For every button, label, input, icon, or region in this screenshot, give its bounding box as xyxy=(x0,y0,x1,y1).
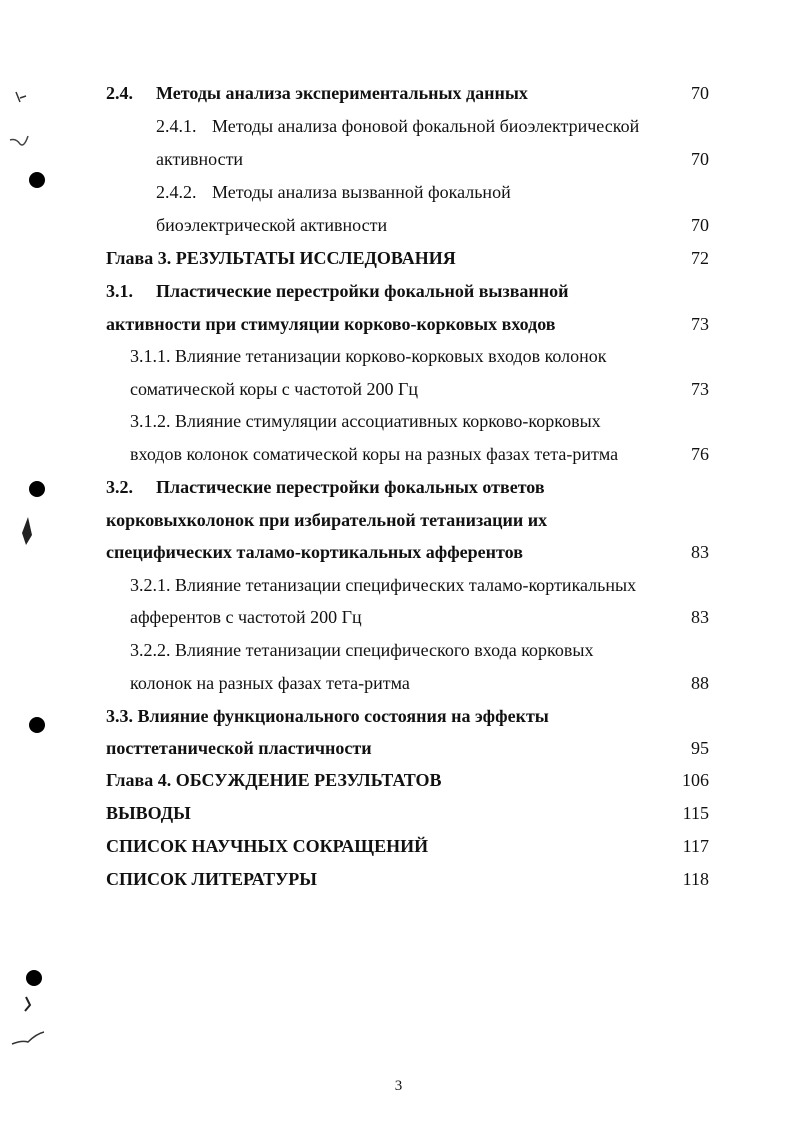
toc-title: ВЫВОДЫ xyxy=(106,803,191,823)
toc-title-cont: корковыхколонок при избирательной тетанизации их xyxy=(106,510,548,530)
toc-entry-3-1-cont xyxy=(0,309,797,339)
toc-page: 70 xyxy=(691,83,709,103)
toc-entry-3-3-cont xyxy=(0,733,797,763)
toc-title: Глава 3. РЕЗУЛЬТАТЫ ИССЛЕДОВАНИЯ xyxy=(106,248,456,268)
toc-title-cont: колонок на разных фазах тета-ритма xyxy=(130,673,410,693)
toc-title: 3.2.1. Влияние тетанизации специфических таламо-кортикальных xyxy=(130,575,637,595)
toc-title: 3.3. Влияние функционального состояния на эффекты xyxy=(106,706,549,726)
toc-page: 72 xyxy=(691,248,709,268)
page-number: 3 xyxy=(394,1078,403,1094)
toc-entry-3-1-2-cont xyxy=(0,439,797,469)
toc-title: 3.2.2. Влияние тетанизации специфического входа корковых xyxy=(130,640,594,660)
toc-title: СПИСОК НАУЧНЫХ СОКРАЩЕНИЙ xyxy=(106,836,429,856)
toc-abbreviations xyxy=(0,831,797,861)
toc-entry-2-4-1 xyxy=(0,111,797,141)
toc-title-cont: специфических таламо-кортикальных афферентов xyxy=(106,542,523,562)
toc-title: Методы анализа экспериментальных данных xyxy=(156,83,528,103)
toc-number: 2.4.2. xyxy=(156,182,197,202)
toc-page: 83 xyxy=(691,607,709,627)
toc-title-cont: активности xyxy=(156,149,244,169)
binder-hole-4 xyxy=(26,970,42,986)
toc-title: Глава 4. ОБСУЖДЕНИЕ РЕЗУЛЬТАТОВ xyxy=(106,770,442,790)
toc-number: 3.1. xyxy=(106,281,133,301)
toc-entry-3-2 xyxy=(0,472,797,502)
toc-entry-2-4-2-cont xyxy=(0,210,797,240)
toc-entry-3-1 xyxy=(0,276,797,306)
toc-title-cont: входов колонок соматической коры на разных фазах тета-ритма xyxy=(130,444,619,464)
toc-entry-3-2-1-cont xyxy=(0,602,797,632)
toc-page: 115 xyxy=(682,803,709,823)
toc-entry-2-4-1-cont xyxy=(0,144,797,174)
toc-title-cont: активности при стимуляции корково-корковых входов xyxy=(106,314,556,334)
scan-speck-4 xyxy=(20,995,36,1015)
toc-chapter-4 xyxy=(0,765,797,795)
toc-entry-2-4 xyxy=(0,78,797,108)
toc-page: 70 xyxy=(691,149,709,169)
toc-title-cont: афферентов с частотой 200 Гц xyxy=(130,607,362,627)
toc-entry-3-1-1-cont xyxy=(0,374,797,404)
toc-page: 106 xyxy=(682,770,709,790)
toc-page: 70 xyxy=(691,215,709,235)
toc-entry-3-2-cont2 xyxy=(0,537,797,567)
toc-page: 95 xyxy=(691,738,709,758)
toc-entry-3-2-cont xyxy=(0,505,797,535)
toc-number: 2.4.1. xyxy=(156,116,197,136)
toc-title: 3.1.1. Влияние тетанизации корково-корковых входов колонок xyxy=(130,346,607,366)
toc-page: 117 xyxy=(682,836,709,856)
toc-page: 76 xyxy=(691,444,709,464)
toc-entry-3-1-2 xyxy=(0,406,797,436)
toc-number: 2.4. xyxy=(106,83,133,103)
toc-page: 73 xyxy=(691,314,709,334)
toc-page: 88 xyxy=(691,673,709,693)
toc-title-cont: соматической коры с частотой 200 Гц xyxy=(130,379,419,399)
toc-title: Методы анализа фоновой фокальной биоэлектрической xyxy=(212,116,640,136)
toc-title: Пластические перестройки фокальных ответов xyxy=(156,477,545,497)
toc-title: 3.1.2. Влияние стимуляции ассоциативных корково-корковых xyxy=(130,411,601,431)
toc-number: 3.2. xyxy=(106,477,133,497)
toc-title: Методы анализа вызванной фокальной xyxy=(212,182,511,202)
toc-page: 73 xyxy=(691,379,709,399)
toc-title: СПИСОК ЛИТЕРАТУРЫ xyxy=(106,869,317,889)
toc-entry-3-1-1 xyxy=(0,341,797,371)
toc-page: 83 xyxy=(691,542,709,562)
toc-chapter-3 xyxy=(0,243,797,273)
toc-title: Пластические перестройки фокальной вызванной xyxy=(156,281,569,301)
toc-entry-2-4-2 xyxy=(0,177,797,207)
toc-page: 118 xyxy=(682,869,709,889)
toc-entry-3-2-2-cont xyxy=(0,668,797,698)
scan-speck-5 xyxy=(10,1028,46,1052)
toc-references xyxy=(0,864,797,894)
toc-title-cont: биоэлектрической активности xyxy=(156,215,388,235)
toc-conclusions xyxy=(0,798,797,828)
toc-entry-3-3 xyxy=(0,701,797,731)
toc-entry-3-2-1 xyxy=(0,570,797,600)
toc-title-cont: посттетанической пластичности xyxy=(106,738,372,758)
toc-entry-3-2-2 xyxy=(0,635,797,665)
